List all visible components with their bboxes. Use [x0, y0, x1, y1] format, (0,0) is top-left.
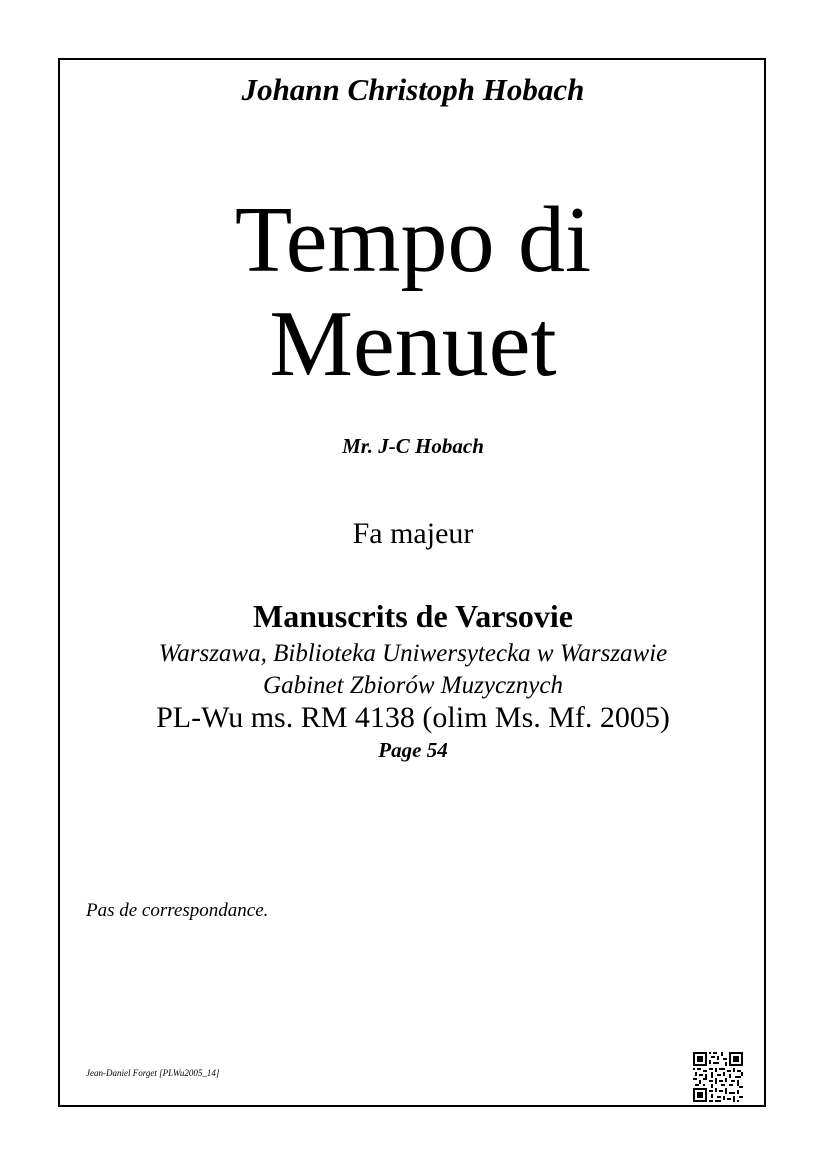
composer-name: Johann Christoph Hobach [241, 72, 585, 107]
footer-credit: Jean-Daniel Forget [PLWu2005_14] [86, 1068, 220, 1078]
piece-title [0, 188, 826, 396]
piece-title-line-2: Menuet [269, 292, 557, 396]
key-signature: Fa majeur [352, 517, 474, 550]
shelfmark: PL-Wu ms. RM 4138 (olim Ms. Mf. 2005) [156, 701, 670, 734]
library-name: Warszawa, Biblioteka Uniwersytecka w Warszawie [158, 640, 668, 667]
piece-title-line-1: Tempo di [234, 188, 592, 292]
correspondence-note: Pas de correspondance. [86, 900, 269, 921]
collection-title: Manuscrits de Varsovie [253, 598, 573, 634]
qr-code-icon [693, 1052, 743, 1102]
page-reference: Page 54 [378, 738, 448, 762]
attribution: Mr. J-C Hobach [342, 434, 484, 458]
cabinet-name: Gabinet Zbiorów Muzycznych [263, 672, 563, 699]
